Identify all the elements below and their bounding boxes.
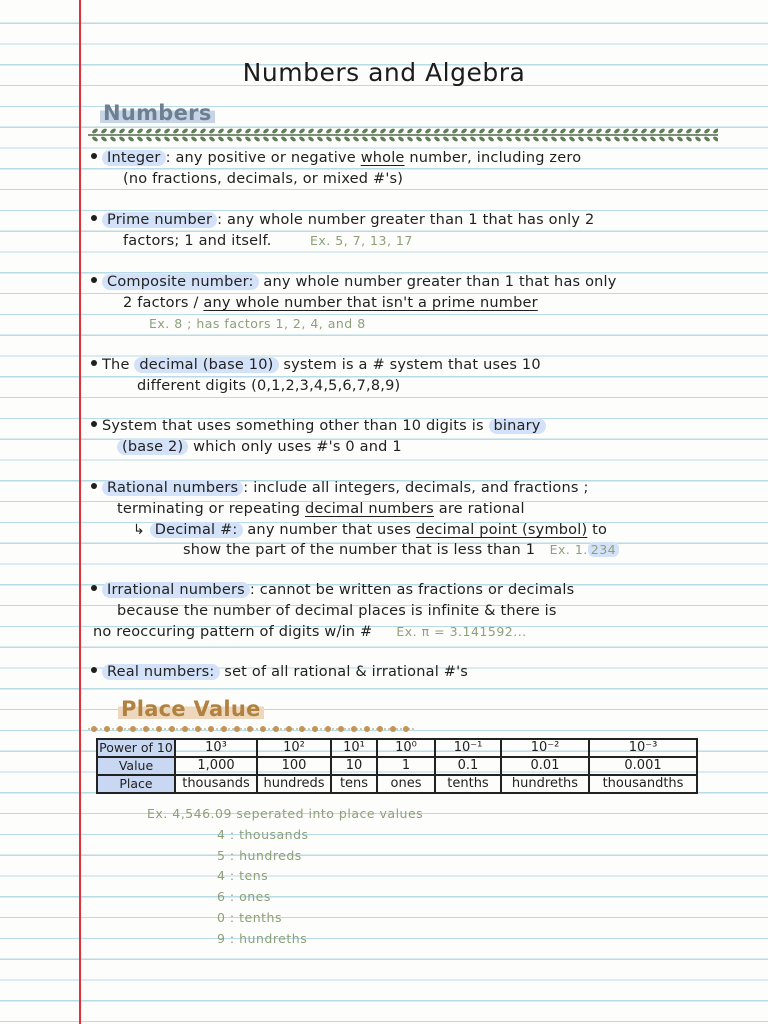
vine-leaf-icon (496, 128, 503, 135)
table-cell: tens (331, 775, 377, 793)
vine-leaf-icon (631, 128, 638, 135)
vine-leaf-icon (406, 136, 413, 143)
vine-leaf-icon (640, 128, 647, 135)
vine-leaf-icon (451, 128, 458, 135)
flower-dot-icon (169, 726, 175, 732)
vine-leaf-icon (262, 128, 269, 135)
vine-leaf-icon (217, 136, 224, 143)
vine-leaf-icon (145, 136, 152, 143)
flower-dot-icon (338, 726, 344, 732)
binary-text: System that uses something other than 10 digits is (102, 418, 489, 434)
flower-dot-icon (234, 726, 240, 732)
composite-text: any whole number greater than 1 that has only (258, 274, 617, 290)
vine-leaf-icon (415, 128, 422, 135)
flower-dot-icon (182, 726, 188, 732)
flower-dot-icon (208, 726, 214, 732)
vine-leaf-icon (433, 136, 440, 143)
vine-leaf-icon (244, 128, 251, 135)
composite-example: Ex. 8 ; has factors 1, 2, 4, and 8 (149, 315, 366, 331)
table-cell: ones (377, 775, 435, 793)
vine-leaf-icon (613, 136, 620, 143)
vine-leaf-icon (649, 128, 656, 135)
table-row-values (97, 757, 697, 775)
vine-leaf-icon (91, 128, 98, 135)
table-cell: 1 (377, 757, 435, 775)
irrational-text: : cannot be written as fractions or decimals (249, 582, 575, 598)
term-composite: Composite number: (102, 274, 259, 290)
vine-leaf-icon (559, 136, 566, 143)
prime-example: Ex. 5, 7, 13, 17 (310, 232, 413, 248)
bullet-dot (91, 667, 97, 673)
flower-dot-icon (143, 726, 149, 732)
vine-leaf-icon (298, 128, 305, 135)
prime-text: : any whole number greater than 1 that has only 2 (217, 212, 595, 228)
vine-leaf-icon (190, 128, 197, 135)
example-item: 4 : tens (217, 868, 269, 884)
vine-leaf-icon (694, 128, 701, 135)
vine-leaf-icon (658, 128, 665, 135)
table-cell: 10¹ (331, 739, 377, 757)
vine-leaf-icon (199, 128, 206, 135)
vine-leaf-icon (595, 128, 602, 135)
table-cell: 10⁻¹ (435, 739, 501, 757)
vine-leaf-icon (478, 136, 485, 143)
flower-dot-icon (312, 726, 318, 732)
vine-leaf-icon (451, 136, 458, 143)
row-header-place: Place (97, 775, 175, 793)
prime-line-2: factors; 1 and itself. (123, 232, 272, 249)
vine-leaf-icon (460, 128, 467, 135)
vine-leaf-icon (622, 128, 629, 135)
vine-leaf-icon (577, 128, 584, 135)
bullet-irrational (91, 580, 574, 642)
vine-leaf-icon (163, 128, 170, 135)
vine-leaf-icon (559, 128, 566, 135)
vine-leaf-icon (460, 136, 467, 143)
integer-text-whole: whole (360, 150, 405, 166)
rational-line-3c: to (587, 521, 608, 538)
vine-leaf-icon (568, 128, 575, 135)
example-item: 0 : tenths (217, 909, 282, 925)
decimal-line-2: different digits (0,1,2,3,4,5,6,7,8,9) (137, 377, 401, 394)
vine-leaf-icon (514, 128, 521, 135)
vine-leaf-icon (658, 136, 665, 143)
vine-divider (88, 126, 718, 144)
irrational-line-2: because the number of decimal places is infinite & there is (117, 602, 557, 619)
bullet-dot (91, 360, 97, 366)
vine-leaf-icon (577, 136, 584, 143)
bullet-decimal (91, 355, 541, 397)
bullet-dot (91, 421, 97, 427)
term-decimal: decimal (base 10) (134, 357, 278, 373)
example-item: 5 : hundreds (217, 847, 302, 863)
vine-leaf-icon (631, 136, 638, 143)
flower-dot-icon (104, 726, 110, 732)
vine-leaf-icon (163, 136, 170, 143)
vine-leaf-icon (271, 136, 278, 143)
vine-leaf-icon (442, 128, 449, 135)
vine-leaf-icon (514, 136, 521, 143)
vine-leaf-icon (172, 128, 179, 135)
vine-leaf-icon (469, 136, 476, 143)
vine-leaf-icon (343, 128, 350, 135)
vine-leaf-icon (181, 136, 188, 143)
example-item: 6 : ones (217, 889, 271, 905)
vine-leaf-icon (316, 136, 323, 143)
flower-dot-icon (273, 726, 279, 732)
vine-leaf-icon (703, 136, 710, 143)
bullet-composite (91, 272, 617, 334)
table-cell: 10³ (175, 739, 257, 757)
vine-leaf-icon (487, 136, 494, 143)
flower-dot-icon (221, 726, 227, 732)
vine-leaf-icon (685, 136, 692, 143)
flower-dot-icon (299, 726, 305, 732)
vine-leaf-icon (226, 136, 233, 143)
integer-line-2: (no fractions, decimals, or mixed #'s) (123, 170, 404, 187)
place-value-example (147, 804, 423, 950)
flower-dot-icon (325, 726, 331, 732)
vine-leaf-icon (127, 136, 134, 143)
vine-leaf-icon (298, 136, 305, 143)
flower-dot-icon (247, 726, 253, 732)
rational-line-4: show the part of the number that is less than 1 (183, 542, 536, 559)
table-cell: 10² (257, 739, 331, 757)
vine-leaf-icon (289, 136, 296, 143)
flower-dot-icon (130, 726, 136, 732)
vine-leaf-icon (352, 136, 359, 143)
vine-leaf-icon (496, 136, 503, 143)
vine-leaf-icon (388, 128, 395, 135)
vine-leaf-icon (370, 128, 377, 135)
vine-leaf-icon (289, 128, 296, 135)
vine-leaf-icon (487, 128, 494, 135)
sub-arrow-icon: ↳ (133, 521, 145, 538)
vine-leaf-icon (307, 136, 314, 143)
vine-leaf-icon (586, 136, 593, 143)
vine-leaf-icon (253, 128, 260, 135)
integer-text-a: : any positive or negative (165, 150, 361, 166)
vine-leaf-icon (541, 136, 548, 143)
rational-example-pre: Ex. 1. (549, 542, 588, 558)
table-cell: 10 (331, 757, 377, 775)
row-header-value: Value (97, 757, 175, 775)
bullet-dot (91, 585, 97, 591)
table-cell: 1,000 (175, 757, 257, 775)
table-cell: 10⁻² (501, 739, 589, 757)
vine-leaf-icon (109, 128, 116, 135)
example-header: Ex. 4,546.09 seperated into place values (147, 806, 424, 821)
vine-leaf-icon (478, 128, 485, 135)
vine-leaf-icon (550, 128, 557, 135)
vine-leaf-icon (424, 136, 431, 143)
vine-leaf-icon (127, 128, 134, 135)
table-cell: tenths (435, 775, 501, 793)
vine-leaf-icon (505, 128, 512, 135)
vine-leaf-icon (388, 136, 395, 143)
vine-leaf-icon (397, 136, 404, 143)
vine-leaf-icon (532, 128, 539, 135)
term-decimal-number: Decimal #: (150, 522, 243, 538)
flower-dot-icon (286, 726, 292, 732)
flower-dot-icon (117, 726, 123, 732)
vine-leaf-icon (712, 136, 718, 143)
vine-leaf-icon (424, 128, 431, 135)
bullet-prime (91, 210, 594, 252)
bullet-dot (91, 277, 97, 283)
term-rational: Rational numbers (102, 480, 243, 496)
vine-leaf-icon (604, 136, 611, 143)
term-real: Real numbers: (102, 664, 220, 680)
vine-leaf-icon (667, 136, 674, 143)
rational-text: : include all integers, decimals, and fractions ; (243, 480, 589, 496)
table-cell: hundreths (501, 775, 589, 793)
vine-leaf-icon (370, 136, 377, 143)
vine-leaf-icon (235, 136, 242, 143)
vine-leaf-icon (100, 136, 107, 143)
binary-line-2: which only uses #'s 0 and 1 (188, 438, 402, 455)
vine-leaf-icon (334, 136, 341, 143)
vine-leaf-icon (91, 136, 98, 143)
vine-leaf-icon (154, 136, 161, 143)
vine-leaf-icon (334, 128, 341, 135)
vine-leaf-icon (613, 128, 620, 135)
rational-example-highlight: 234 (588, 542, 619, 557)
composite-line-2a: 2 factors / (123, 294, 204, 311)
vine-leaf-icon (343, 136, 350, 143)
term-binary: binary (489, 418, 546, 434)
flower-dot-icon (195, 726, 201, 732)
example-item: 4 : thousands (217, 826, 309, 842)
flower-dot-icon (390, 726, 396, 732)
table-cell: hundreds (257, 775, 331, 793)
flower-dot-icon (91, 726, 97, 732)
vine-leaf-icon (415, 136, 422, 143)
rational-example (550, 542, 620, 557)
vine-leaf-icon (586, 128, 593, 135)
rational-line-3b: decimal point (symbol) (415, 521, 588, 538)
irrational-example: Ex. π = 3.141592... (396, 623, 527, 639)
vine-leaf-icon (100, 128, 107, 135)
flower-dot-icon (364, 726, 370, 732)
table-cell: 0.1 (435, 757, 501, 775)
bullet-rational (91, 478, 619, 561)
vine-leaf-icon (217, 128, 224, 135)
vine-leaf-icon (118, 128, 125, 135)
real-text: set of all rational & irrational #'s (219, 664, 469, 680)
bullet-dot (91, 153, 97, 159)
table-cell: 10⁰ (377, 739, 435, 757)
vine-leaf-icon (685, 128, 692, 135)
table-cell: thousands (175, 775, 257, 793)
table-cell: 100 (257, 757, 331, 775)
rational-line-2c: are rational (433, 500, 525, 517)
vine-leaf-icon (541, 128, 548, 135)
vine-leaf-icon (316, 128, 323, 135)
bullet-dot (91, 483, 97, 489)
page-title: Numbers and Algebra (242, 58, 526, 87)
term-irrational: Irrational numbers (102, 582, 250, 598)
vine-leaf-icon (379, 128, 386, 135)
vine-leaf-icon (145, 128, 152, 135)
vine-leaf-icon (280, 136, 287, 143)
flower-dot-icon (351, 726, 357, 732)
margin-line (79, 0, 81, 1024)
vine-leaf-icon (352, 128, 359, 135)
flower-dot-icon (260, 726, 266, 732)
vine-leaf-icon (712, 128, 718, 135)
decimal-pre: The (102, 357, 135, 373)
vine-leaf-icon (694, 136, 701, 143)
decimal-text: system is a # system that uses 10 (278, 357, 541, 373)
composite-line-2b: any whole number that isn't a prime number (203, 294, 538, 311)
place-value-heading-text: Place Value (118, 697, 264, 721)
vine-leaf-icon (244, 136, 251, 143)
row-header-power: Power of 10 (97, 739, 175, 757)
vine-leaf-icon (208, 136, 215, 143)
irrational-line-3: no reoccuring pattern of digits w/in # (93, 623, 373, 640)
vine-leaf-icon (190, 136, 197, 143)
vine-leaf-icon (280, 128, 287, 135)
vine-leaf-icon (622, 136, 629, 143)
dotted-divider (88, 722, 418, 736)
vine-leaf-icon (379, 136, 386, 143)
table-row-places (97, 775, 697, 793)
numbers-heading (100, 101, 215, 125)
vine-leaf-icon (361, 136, 368, 143)
vine-leaf-icon (271, 128, 278, 135)
flower-dot-icon (377, 726, 383, 732)
place-value-heading (118, 697, 264, 721)
flower-dot-icon (156, 726, 162, 732)
rational-line-2b: decimal numbers (305, 500, 434, 517)
bullet-integer (91, 148, 581, 190)
vine-leaf-icon (262, 136, 269, 143)
place-value-table (96, 738, 698, 794)
vine-leaf-icon (532, 136, 539, 143)
vine-leaf-icon (235, 128, 242, 135)
vine-leaf-icon (568, 136, 575, 143)
term-integer: Integer (102, 150, 166, 166)
vine-leaf-icon (676, 128, 683, 135)
example-item: 9 : hundreths (217, 930, 308, 946)
vine-leaf-icon (469, 128, 476, 135)
vine-leaf-icon (199, 136, 206, 143)
table-cell: 0.01 (501, 757, 589, 775)
table-cell: 10⁻³ (589, 739, 697, 757)
flower-dot-icon (403, 726, 409, 732)
vine-leaf-icon (136, 136, 143, 143)
vine-leaf-icon (118, 136, 125, 143)
rational-line-2a: terminating or repeating (117, 500, 305, 517)
bullet-dot (91, 215, 97, 221)
vine-leaf-icon (406, 128, 413, 135)
vine-leaf-icon (604, 128, 611, 135)
vine-leaf-icon (181, 128, 188, 135)
table-cell: thousandths (589, 775, 697, 793)
vine-leaf-icon (154, 128, 161, 135)
vine-leaf-icon (397, 128, 404, 135)
vine-leaf-icon (595, 136, 602, 143)
rational-line-3a: any number that uses (242, 521, 416, 538)
vine-leaf-icon (307, 128, 314, 135)
vine-leaf-icon (109, 136, 116, 143)
vine-leaf-icon (649, 136, 656, 143)
vine-leaf-icon (136, 128, 143, 135)
integer-text-c: number, including zero (404, 150, 582, 166)
bullet-real (91, 662, 468, 683)
numbers-heading-text: Numbers (100, 101, 215, 125)
vine-leaf-icon (640, 136, 647, 143)
vine-leaf-icon (361, 128, 368, 135)
vine-leaf-icon (523, 136, 530, 143)
vine-leaf-icon (667, 128, 674, 135)
vine-leaf-icon (208, 128, 215, 135)
vine-leaf-icon (550, 136, 557, 143)
vine-leaf-icon (505, 136, 512, 143)
term-base2: (base 2) (117, 439, 188, 455)
bullet-binary (91, 416, 546, 458)
vine-leaf-icon (433, 128, 440, 135)
vine-leaf-icon (172, 136, 179, 143)
vine-leaf-icon (703, 128, 710, 135)
vine-leaf-icon (523, 128, 530, 135)
vine-leaf-icon (325, 128, 332, 135)
term-prime: Prime number (102, 212, 217, 228)
vine-leaf-icon (226, 128, 233, 135)
table-row-powers (97, 739, 697, 757)
vine-leaf-icon (253, 136, 260, 143)
vine-leaf-icon (325, 136, 332, 143)
vine-leaf-icon (442, 136, 449, 143)
vine-leaf-icon (676, 136, 683, 143)
table-cell: 0.001 (589, 757, 697, 775)
